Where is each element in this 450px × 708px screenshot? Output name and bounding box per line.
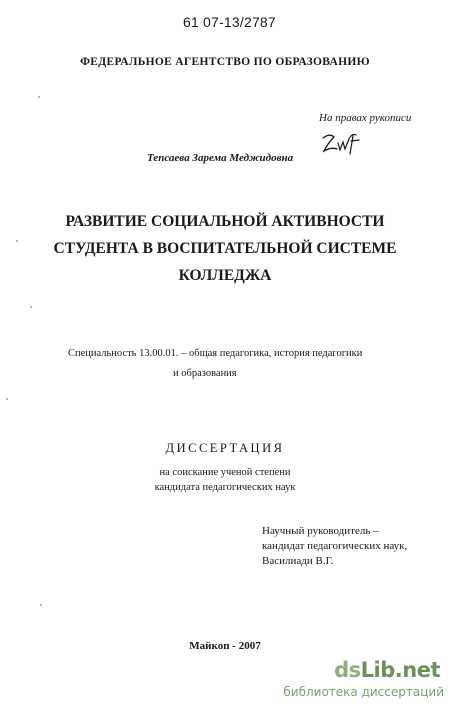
title-line: СТУДЕНТА В ВОСПИТАТЕЛЬНОЙ СИСТЕМЕ (53, 240, 397, 257)
watermark-logo (268, 658, 448, 704)
scan-speck (40, 604, 42, 606)
manuscript-note: На правах рукописи (319, 112, 412, 124)
title-line: КОЛЛЕДЖА (178, 267, 272, 284)
city-year: Майкоп - 2007 (189, 640, 261, 652)
degree-statement (0, 465, 450, 495)
supervisor-name: Василиади В.Г. (262, 555, 334, 567)
specialty (68, 344, 388, 384)
watermark-subtitle: библиотека диссертаций (283, 685, 444, 699)
title-line: РАЗВИТИЕ СОЦИАЛЬНОЙ АКТИВНОСТИ (65, 213, 385, 230)
dissertation-title (0, 208, 450, 289)
degree-line: на соискание ученой степени (159, 467, 291, 478)
specialty-line: и образования (173, 368, 237, 379)
archive-code: 61 07-13/2787 (183, 14, 276, 30)
signature-image (320, 130, 368, 156)
specialty-line: Специальность 13.00.01. – общая педагогика, история педагогики (68, 348, 363, 359)
document-type: ДИССЕРТАЦИЯ (165, 441, 285, 455)
author-name: Тепсаева Зарема Меджидовна (147, 152, 294, 164)
scan-speck (6, 398, 8, 400)
supervisor-degree: кандидат педагогических наук, (262, 540, 408, 552)
supervisor-role: Научный руководитель – (262, 525, 379, 537)
watermark-brand (334, 658, 440, 682)
scan-speck (38, 96, 40, 98)
watermark-brand-left: ds (334, 658, 361, 682)
watermark-brand-right: Lib.net (360, 658, 440, 682)
scan-speck (30, 306, 32, 308)
agency-name: ФЕДЕРАЛЬНОЕ АГЕНТСТВО ПО ОБРАЗОВАНИЮ (80, 56, 370, 68)
scan-speck (16, 240, 18, 242)
supervisor-block (262, 524, 407, 569)
degree-line: кандидата педагогических наук (154, 482, 296, 493)
